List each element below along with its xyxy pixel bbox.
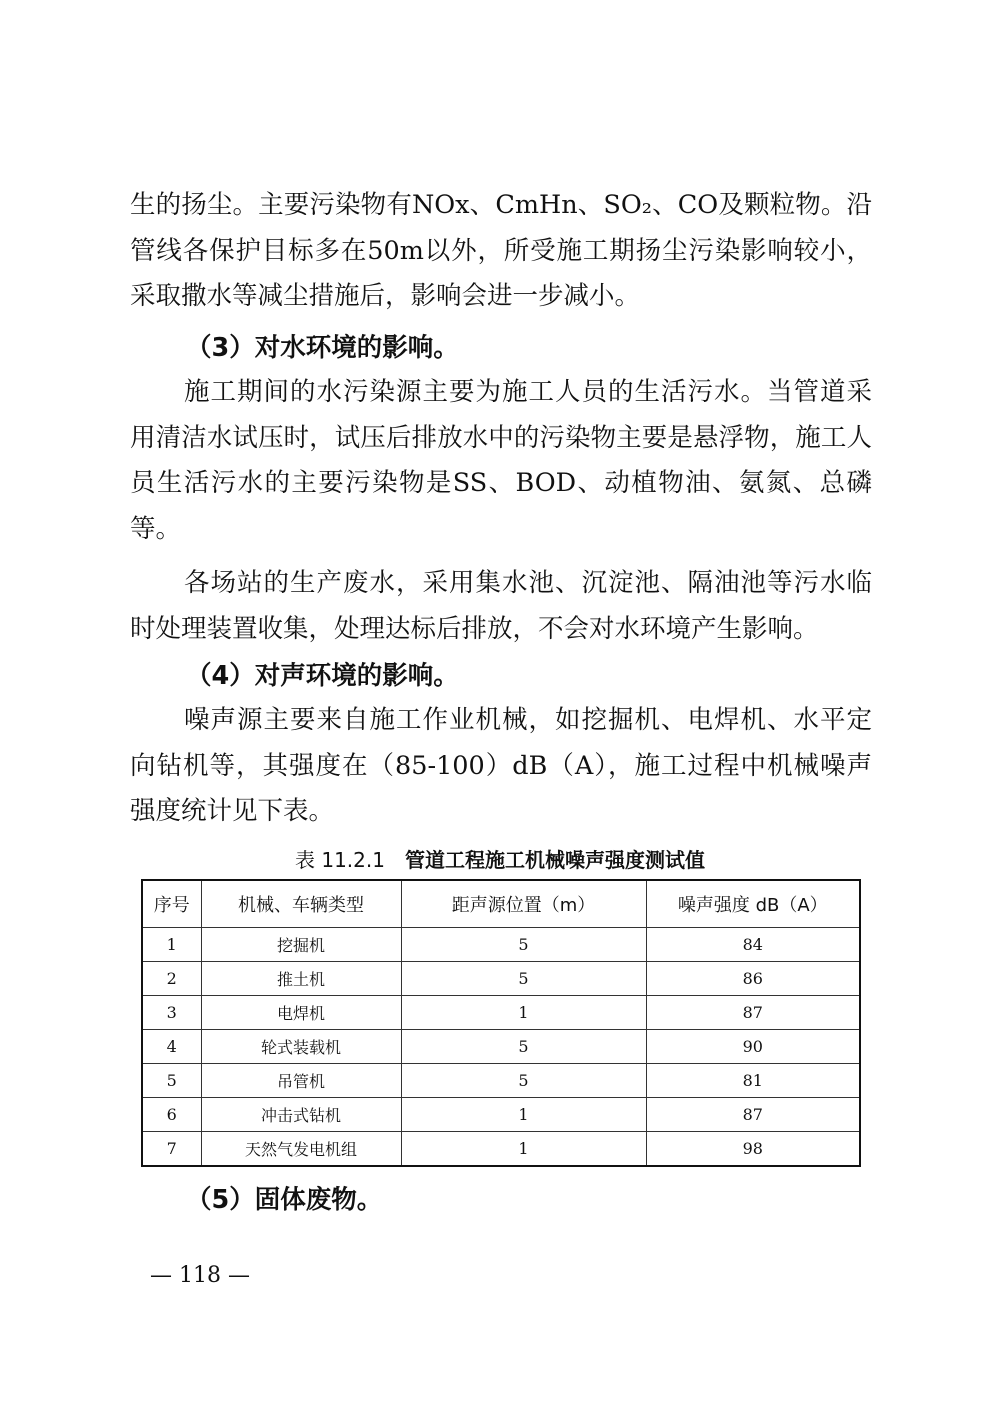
heading-solid-waste: （5）固体废物。 — [186, 1185, 383, 1215]
cell-distance: 5 — [401, 962, 646, 996]
table-caption — [140, 846, 860, 874]
cell-distance: 5 — [401, 1064, 646, 1098]
cell-noise-level: 84 — [646, 928, 860, 962]
cell-index: 7 — [142, 1132, 201, 1167]
cell-noise-level: 90 — [646, 1030, 860, 1064]
table-row — [142, 962, 860, 996]
noise-table — [141, 879, 861, 1167]
cell-index: 5 — [142, 1064, 201, 1098]
cell-noise-level: 86 — [646, 962, 860, 996]
cell-machine-type: 天然气发电机组 — [201, 1132, 401, 1167]
cell-machine-type: 吊管机 — [201, 1064, 401, 1098]
table-row — [142, 1098, 860, 1132]
column-header-distance: 距声源位置（m） — [401, 880, 646, 928]
table-row — [142, 1064, 860, 1098]
heading-water-environment: （3）对水环境的影响。 — [186, 333, 459, 363]
cell-noise-level: 81 — [646, 1064, 860, 1098]
table-row — [142, 996, 860, 1030]
cell-index: 1 — [142, 928, 201, 962]
cell-distance: 1 — [401, 1132, 646, 1167]
paragraph-water-pollution: 施工期间的水污染源主要为施工人员的生活污水。当管道采用清洁水试压时，试压后排放水中的污染物主要是悬浮物，施工人员生活污水的主要污染物是SS、BOD、动植物油、氨氮、总磷等。 — [130, 377, 872, 544]
table-caption-number: 表 11.2.1 — [295, 848, 385, 872]
paragraph-wastewater: 各场站的生产废水，采用集水池、沉淀池、隔油池等污水临时处理装置收集，处理达标后排放，不会对水环境产生影响。 — [130, 568, 872, 644]
table-row — [142, 1132, 860, 1167]
cell-distance: 5 — [401, 928, 646, 962]
cell-index: 2 — [142, 962, 201, 996]
cell-machine-type: 推土机 — [201, 962, 401, 996]
column-header-noise-level: 噪声强度 dB（A） — [646, 880, 860, 928]
cell-noise-level: 87 — [646, 996, 860, 1030]
column-header-machine-type: 机械、车辆类型 — [201, 880, 401, 928]
cell-machine-type: 挖掘机 — [201, 928, 401, 962]
page-number: — 118 — — [150, 1263, 250, 1288]
cell-machine-type: 轮式装载机 — [201, 1030, 401, 1064]
heading-acoustic-environment: （4）对声环境的影响。 — [186, 661, 459, 691]
paragraph-noise-source: 噪声源主要来自施工作业机械，如挖掘机、电焊机、水平定向钻机等，其强度在（85-100）dB（A），施工过程中机械噪声强度统计见下表。 — [130, 705, 872, 826]
column-header-index: 序号 — [142, 880, 201, 928]
table-row — [142, 1030, 860, 1064]
paragraph-dust: 生的扬尘。主要污染物有NOx、CmHn、SO₂、CO及颗粒物。沿管线各保护目标多在50m以外，所受施工期扬尘污染影响较小，采取撒水等减尘措施后，影响会进一步减小。 — [130, 190, 872, 311]
cell-index: 6 — [142, 1098, 201, 1132]
cell-noise-level: 98 — [646, 1132, 860, 1167]
cell-noise-level: 87 — [646, 1098, 860, 1132]
table-row — [142, 928, 860, 962]
cell-index: 3 — [142, 996, 201, 1030]
cell-index: 4 — [142, 1030, 201, 1064]
cell-distance: 1 — [401, 1098, 646, 1132]
table-header-row — [142, 880, 860, 928]
cell-machine-type: 冲击式钻机 — [201, 1098, 401, 1132]
cell-distance: 5 — [401, 1030, 646, 1064]
cell-machine-type: 电焊机 — [201, 996, 401, 1030]
cell-distance: 1 — [401, 996, 646, 1030]
table-caption-title: 管道工程施工机械噪声强度测试值 — [404, 848, 705, 872]
